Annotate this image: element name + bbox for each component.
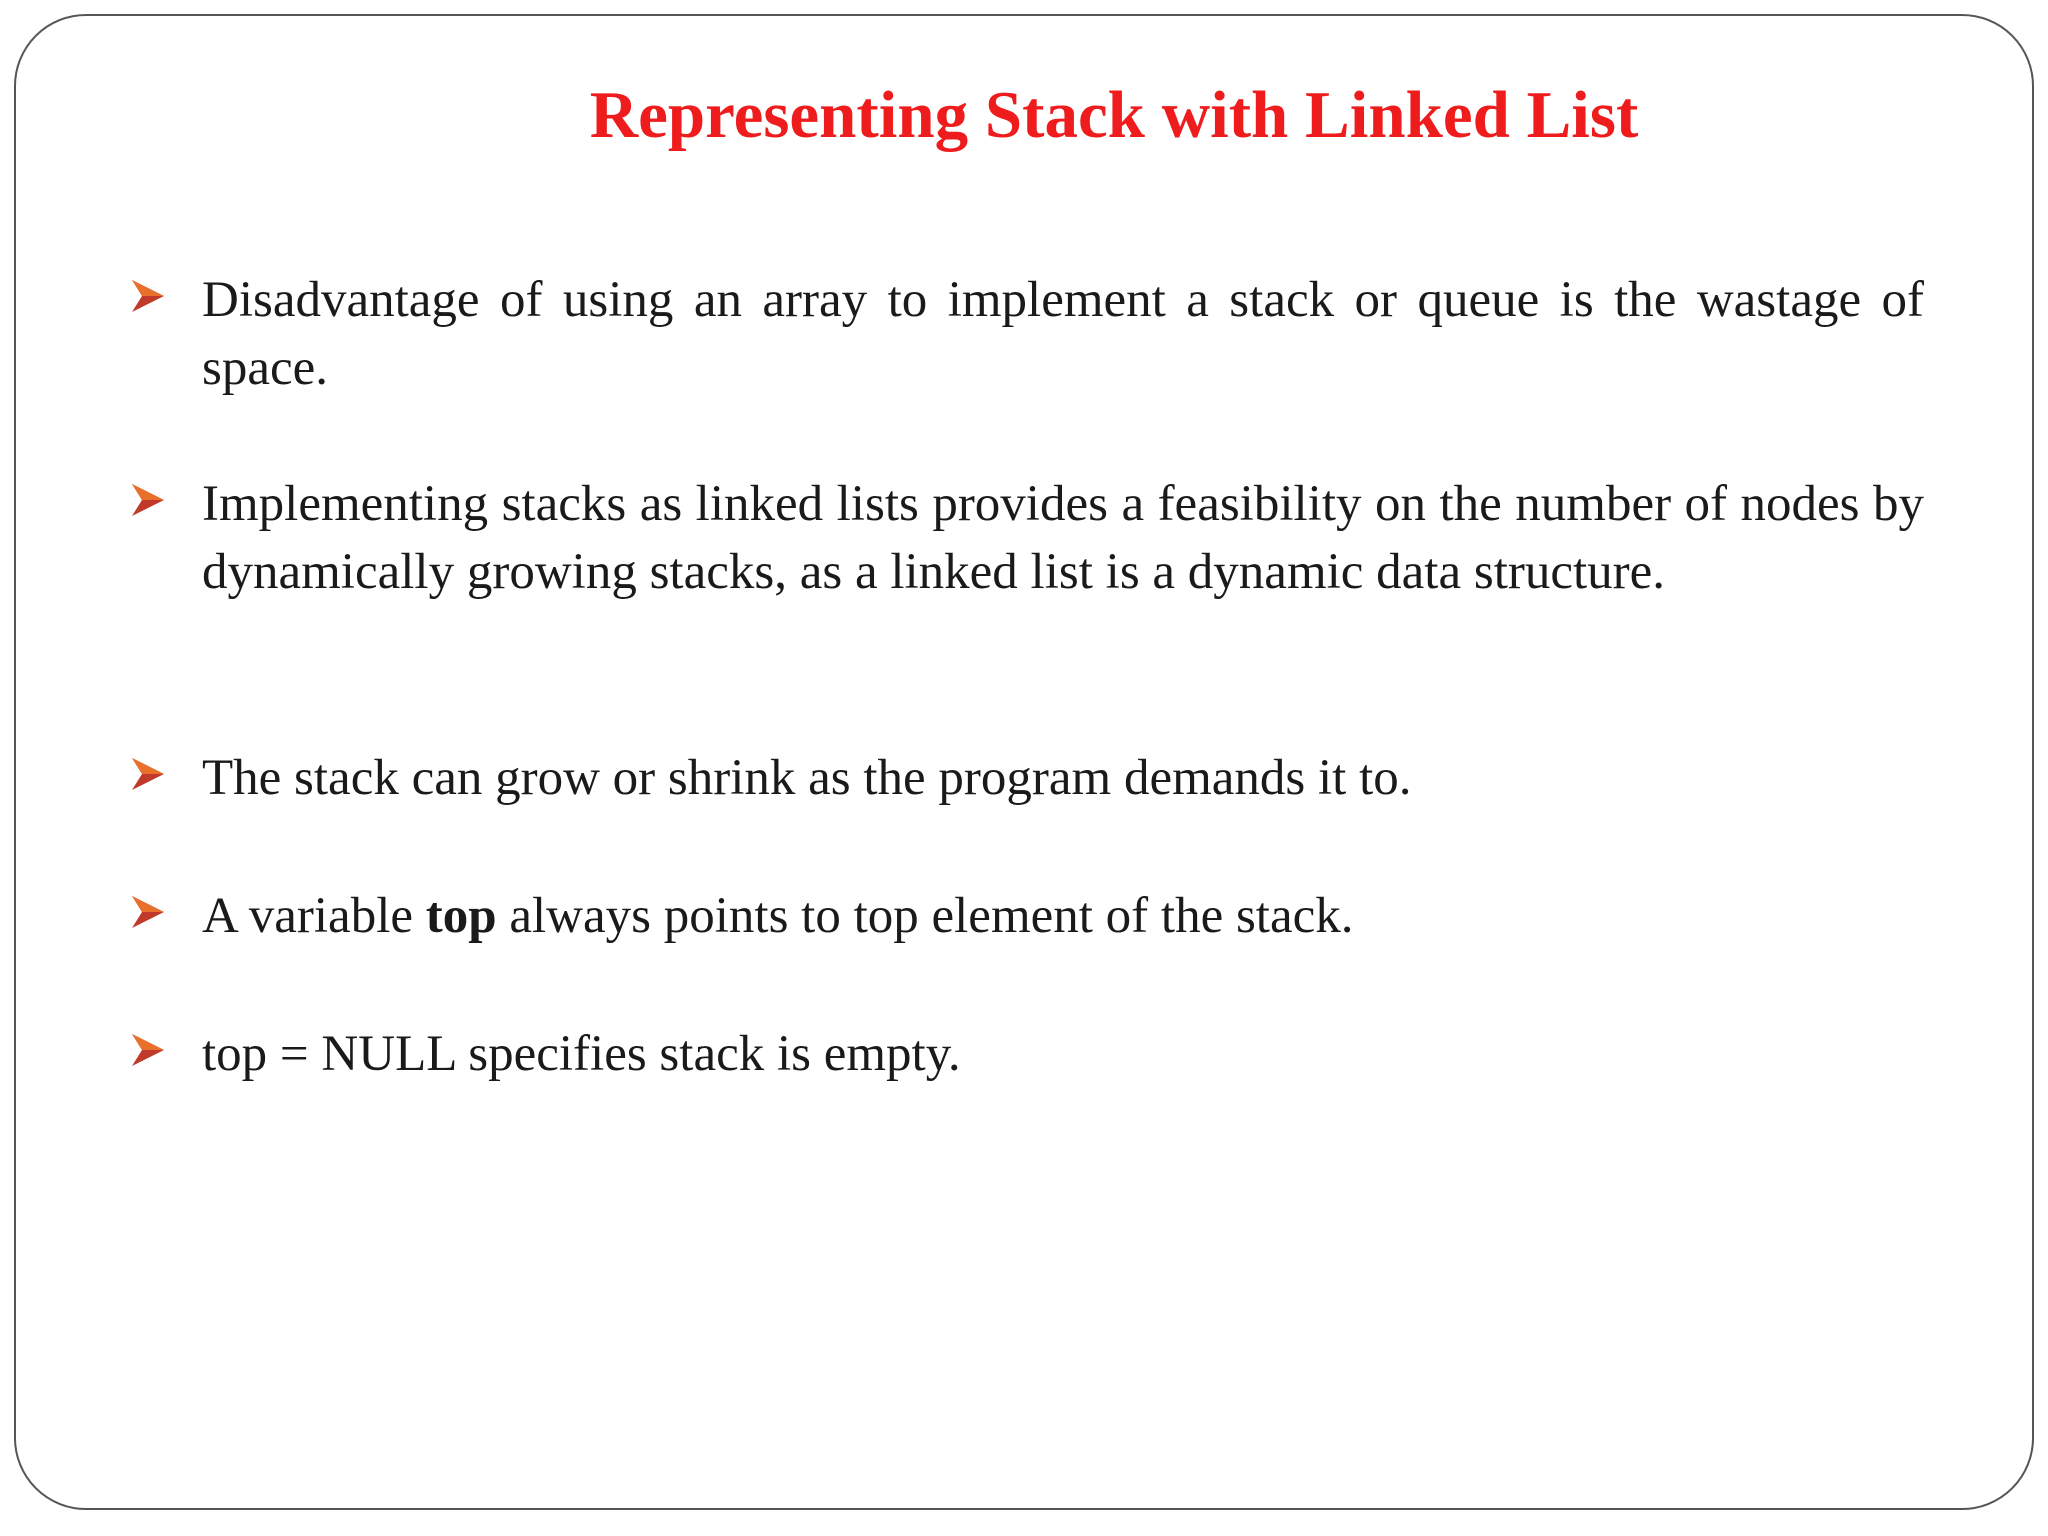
bullet-text: Disadvantage of using an array to implement a stack or queue is the wastage of space.: [202, 272, 1924, 396]
bullet-text: Implementing stacks as linked lists provides a feasibility on the number of nodes by dynamically growing stacks, as a linked list is a dynamic data structure.: [202, 476, 1924, 600]
bullet-text: top = NULL specifies stack is empty.: [202, 1026, 961, 1082]
arrowhead-bullet-icon: [128, 276, 168, 316]
slide-frame: [14, 14, 2034, 1510]
arrowhead-bullet-icon: [128, 1030, 168, 1070]
bullet-text-suffix: always points to top element of the stack.: [496, 888, 1354, 944]
bullet-text: [202, 882, 1924, 950]
bullet-text: The stack can grow or shrink as the program demands it to.: [202, 750, 1412, 806]
bullet-text-prefix: A variable: [202, 888, 426, 944]
arrowhead-bullet-icon: [128, 892, 168, 932]
arrowhead-bullet-icon: [128, 754, 168, 794]
bullet-text-keyword: top: [425, 888, 497, 944]
slide-title: Representing Stack with Linked List: [589, 78, 1639, 152]
arrowhead-bullet-icon: [128, 480, 168, 520]
